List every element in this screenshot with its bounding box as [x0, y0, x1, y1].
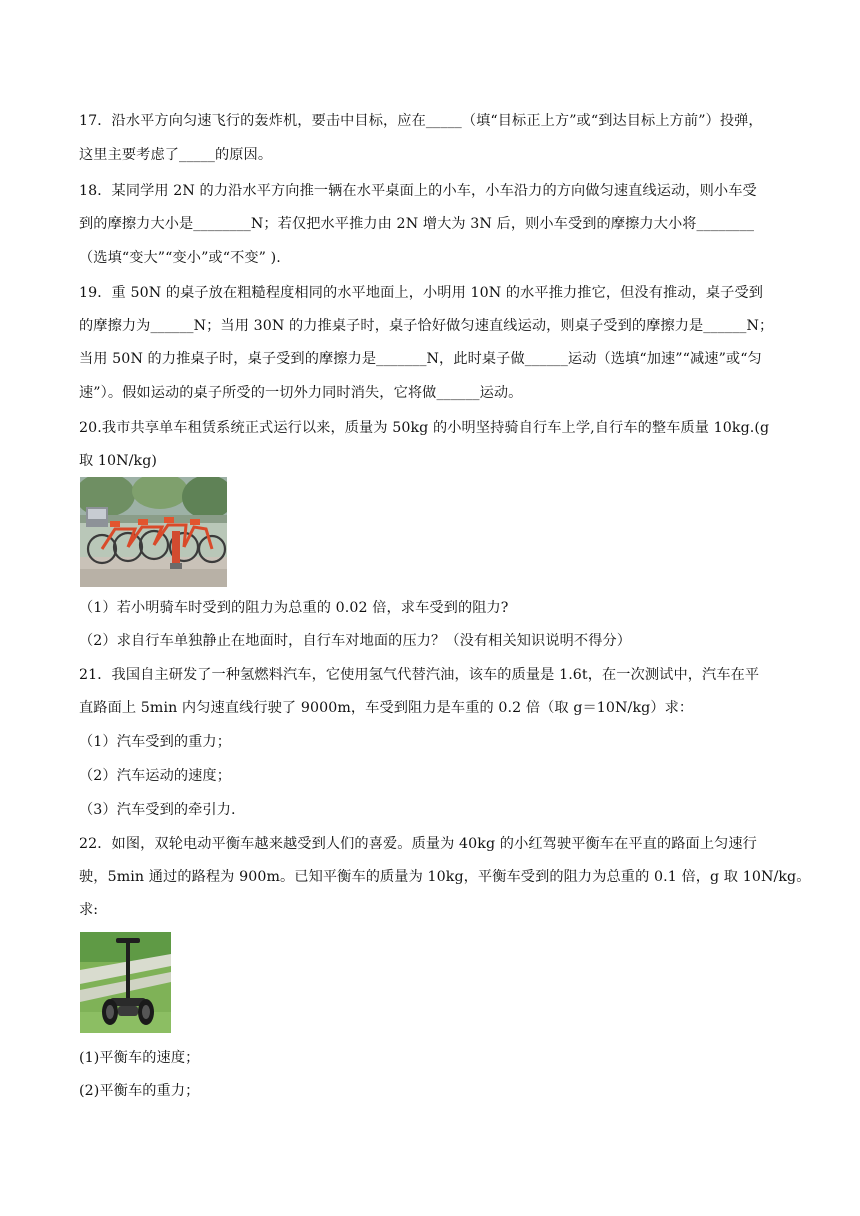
q21-sub3: （3）汽车受到的牵引力.: [79, 802, 236, 818]
q22-line3: 求:: [79, 902, 99, 918]
q18-line2: 到的摩擦力大小是________N；若仅把水平推力由 2N 增大为 3N 后，则小车受到的摩擦力大小将________: [79, 216, 755, 232]
q18-line1: 18．某同学用 2N 的力沿水平方向推一辆在水平桌面上的小车，小车沿力的方向做匀速直线运动，则小车受: [79, 183, 757, 199]
q21-line1: 21．我国自主研发了一种氢燃料汽车，它使用氢气代替汽油，该车的质量是 1.6t，在一次测试中，汽车在平: [79, 667, 760, 683]
q22-sub2: (2)平衡车的重力；: [79, 1083, 200, 1099]
q22-sub1: (1)平衡车的速度；: [79, 1050, 200, 1066]
q21-line2: 直路面上 5min 内匀速直线行驶了 9000m，车受到阻力是车重的 0.2 倍（取 g＝10N/kg）求：: [79, 700, 694, 716]
q20-sub2: （2）求自行车单独静止在地面时，自行车对地面的压力？（没有相关知识说明不得分）: [79, 633, 632, 649]
q22-line2: 驶，5min 通过的路程为 900m。已知平衡车的质量为 10kg，平衡车受到的阻力为总重的 0.1 倍，g 取 10N/kg。: [79, 869, 811, 885]
q20-line2: 取 10N/kg): [79, 453, 158, 469]
q19-line4: 速”）。假如运动的桌子所受的一切外力同时消失，它将做______运动。: [79, 385, 523, 401]
q17-line1: 17．沿水平方向匀速飞行的轰炸机，要击中目标，应在_____（填“目标正上方”或“到达目标上方前”）投弹，: [79, 113, 763, 129]
q21-sub1: （1）汽车受到的重力；: [79, 734, 232, 750]
q18-line3: （选填“变大”“变小”或“不变” ).: [79, 250, 281, 266]
q19-line2: 的摩擦力为______N；当用 30N 的力推桌子时，桌子恰好做匀速直线运动，则桌子受到的摩擦力是______N；: [79, 318, 774, 334]
q19-line1: 19．重 50N 的桌子放在粗糙程度相同的水平地面上，小明用 10N 的水平推力推它，但没有推动，桌子受到: [79, 285, 764, 301]
q21-sub2: （2）汽车运动的速度；: [79, 768, 232, 784]
balance-scooter-photo: [80, 932, 171, 1033]
q17-line2: 这里主要考虑了_____的原因。: [79, 147, 273, 163]
q22-line1: 22．如图，双轮电动平衡车越来越受到人们的喜爱。质量为 40kg 的小红驾驶平衡车在平直的路面上匀速行: [79, 836, 757, 852]
q20-line1: 20.我市共享单车租赁系统正式运行以来，质量为 50kg 的小明坚持骑自行车上学,自行车的整车质量 10kg.(g: [79, 420, 770, 436]
shared-bicycles-photo: [80, 477, 227, 587]
q19-line3: 当用 50N 的力推桌子时，桌子受到的摩擦力是_______N，此时桌子做______运动（选填“加速”“减速”或“匀: [79, 351, 762, 367]
q20-sub1: （1）若小明骑车时受到的阻力为总重的 0.02 倍，求车受到的阻力?: [79, 600, 509, 616]
